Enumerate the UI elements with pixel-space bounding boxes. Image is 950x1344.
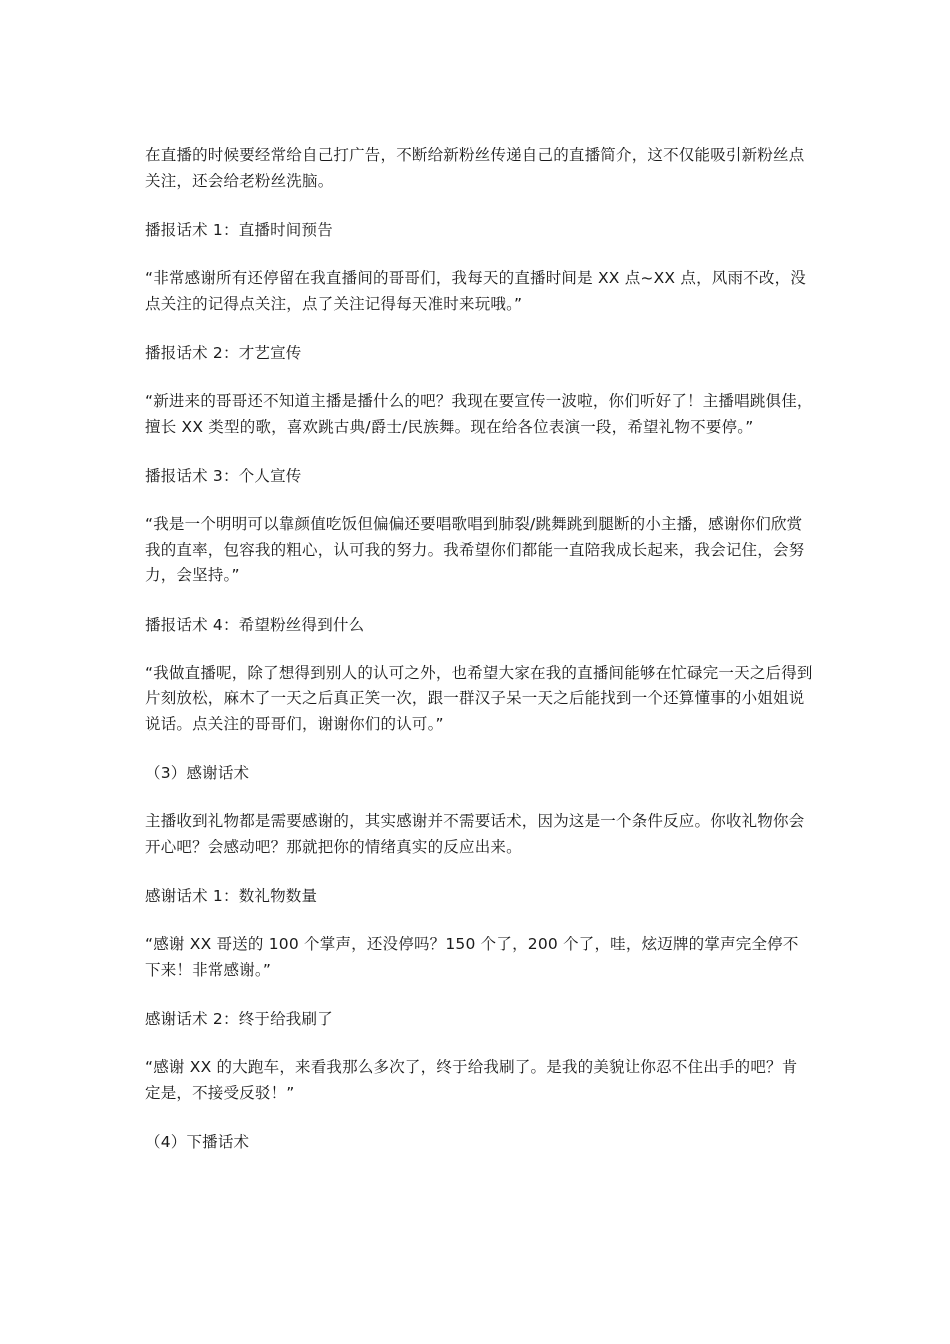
intro-paragraph: 在直播的时候要经常给自己打广告，不断给新粉丝传递自己的直播简介，这不仅能吸引新粉丝点关注，还会给老粉丝洗脑。 — [145, 146, 805, 190]
broadcast-script-4-quote: “我做直播呢，除了想得到别人的认可之外，也希望大家在我的直播间能够在忙碌完一天之后得到片刻放松，麻木了一天之后真正笑一次，跟一群汉子呆一天之后能找到一个还算懂事的小姐姐说说话。点关注的哥哥们，谢谢你们的认可。” — [145, 663, 813, 733]
broadcast-script-1-heading: 播报话术 1：直播时间预告 — [145, 221, 333, 239]
broadcast-script-3-heading: 播报话术 3：个人宣传 — [145, 467, 302, 485]
section-3-heading: （3）感谢话术 — [145, 764, 250, 782]
broadcast-script-2-heading: 播报话术 2：才艺宣传 — [145, 344, 302, 362]
broadcast-script-1-quote: “非常感谢所有还停留在我直播间的哥哥们，我每天的直播时间是 XX 点~XX 点，风雨不改，没点关注的记得点关注，点了关注记得每天准时来玩哦。” — [145, 269, 806, 313]
document-body — [145, 143, 813, 1154]
thanks-script-2-heading: 感谢话术 2：终于给我刷了 — [145, 1010, 333, 1028]
section-4-heading: （4）下播话术 — [145, 1133, 250, 1151]
thanks-script-1-heading: 感谢话术 1：数礼物数量 — [145, 887, 318, 905]
thanks-script-1-quote: “感谢 XX 哥送的 100 个掌声，还没停吗？150 个了，200 个了，哇，炫迈牌的掌声完全停不下来！非常感谢。” — [145, 935, 799, 979]
thanks-intro-paragraph: 主播收到礼物都是需要感谢的，其实感谢并不需要话术，因为这是一个条件反应。你收礼物你会开心吧？会感动吧？那就把你的情绪真实的反应出来。 — [145, 812, 805, 856]
broadcast-script-3-quote: “我是一个明明可以靠颜值吃饭但偏偏还要唱歌唱到肺裂/跳舞跳到腿断的小主播，感谢你们欣赏我的直率，包容我的粗心，认可我的努力。我希望你们都能一直陪我成长起来，我会记住，会努力，会坚持。” — [145, 515, 805, 584]
broadcast-script-4-heading: 播报话术 4：希望粉丝得到什么 — [145, 615, 365, 634]
broadcast-script-2-quote: “新进来的哥哥还不知道主播是播什么的吧？我现在要宣传一波啦，你们听好了！主播唱跳俱佳，擅长 XX 类型的歌，喜欢跳古典/爵士/民族舞。现在给各位表演一段，希望礼物不要停。” — [145, 392, 813, 436]
thanks-script-2-quote: “感谢 XX 的大跑车，来看我那么多次了，终于给我刷了。是我的美貌让你忍不住出手的吧？肯定是，不接受反驳！” — [145, 1058, 798, 1102]
